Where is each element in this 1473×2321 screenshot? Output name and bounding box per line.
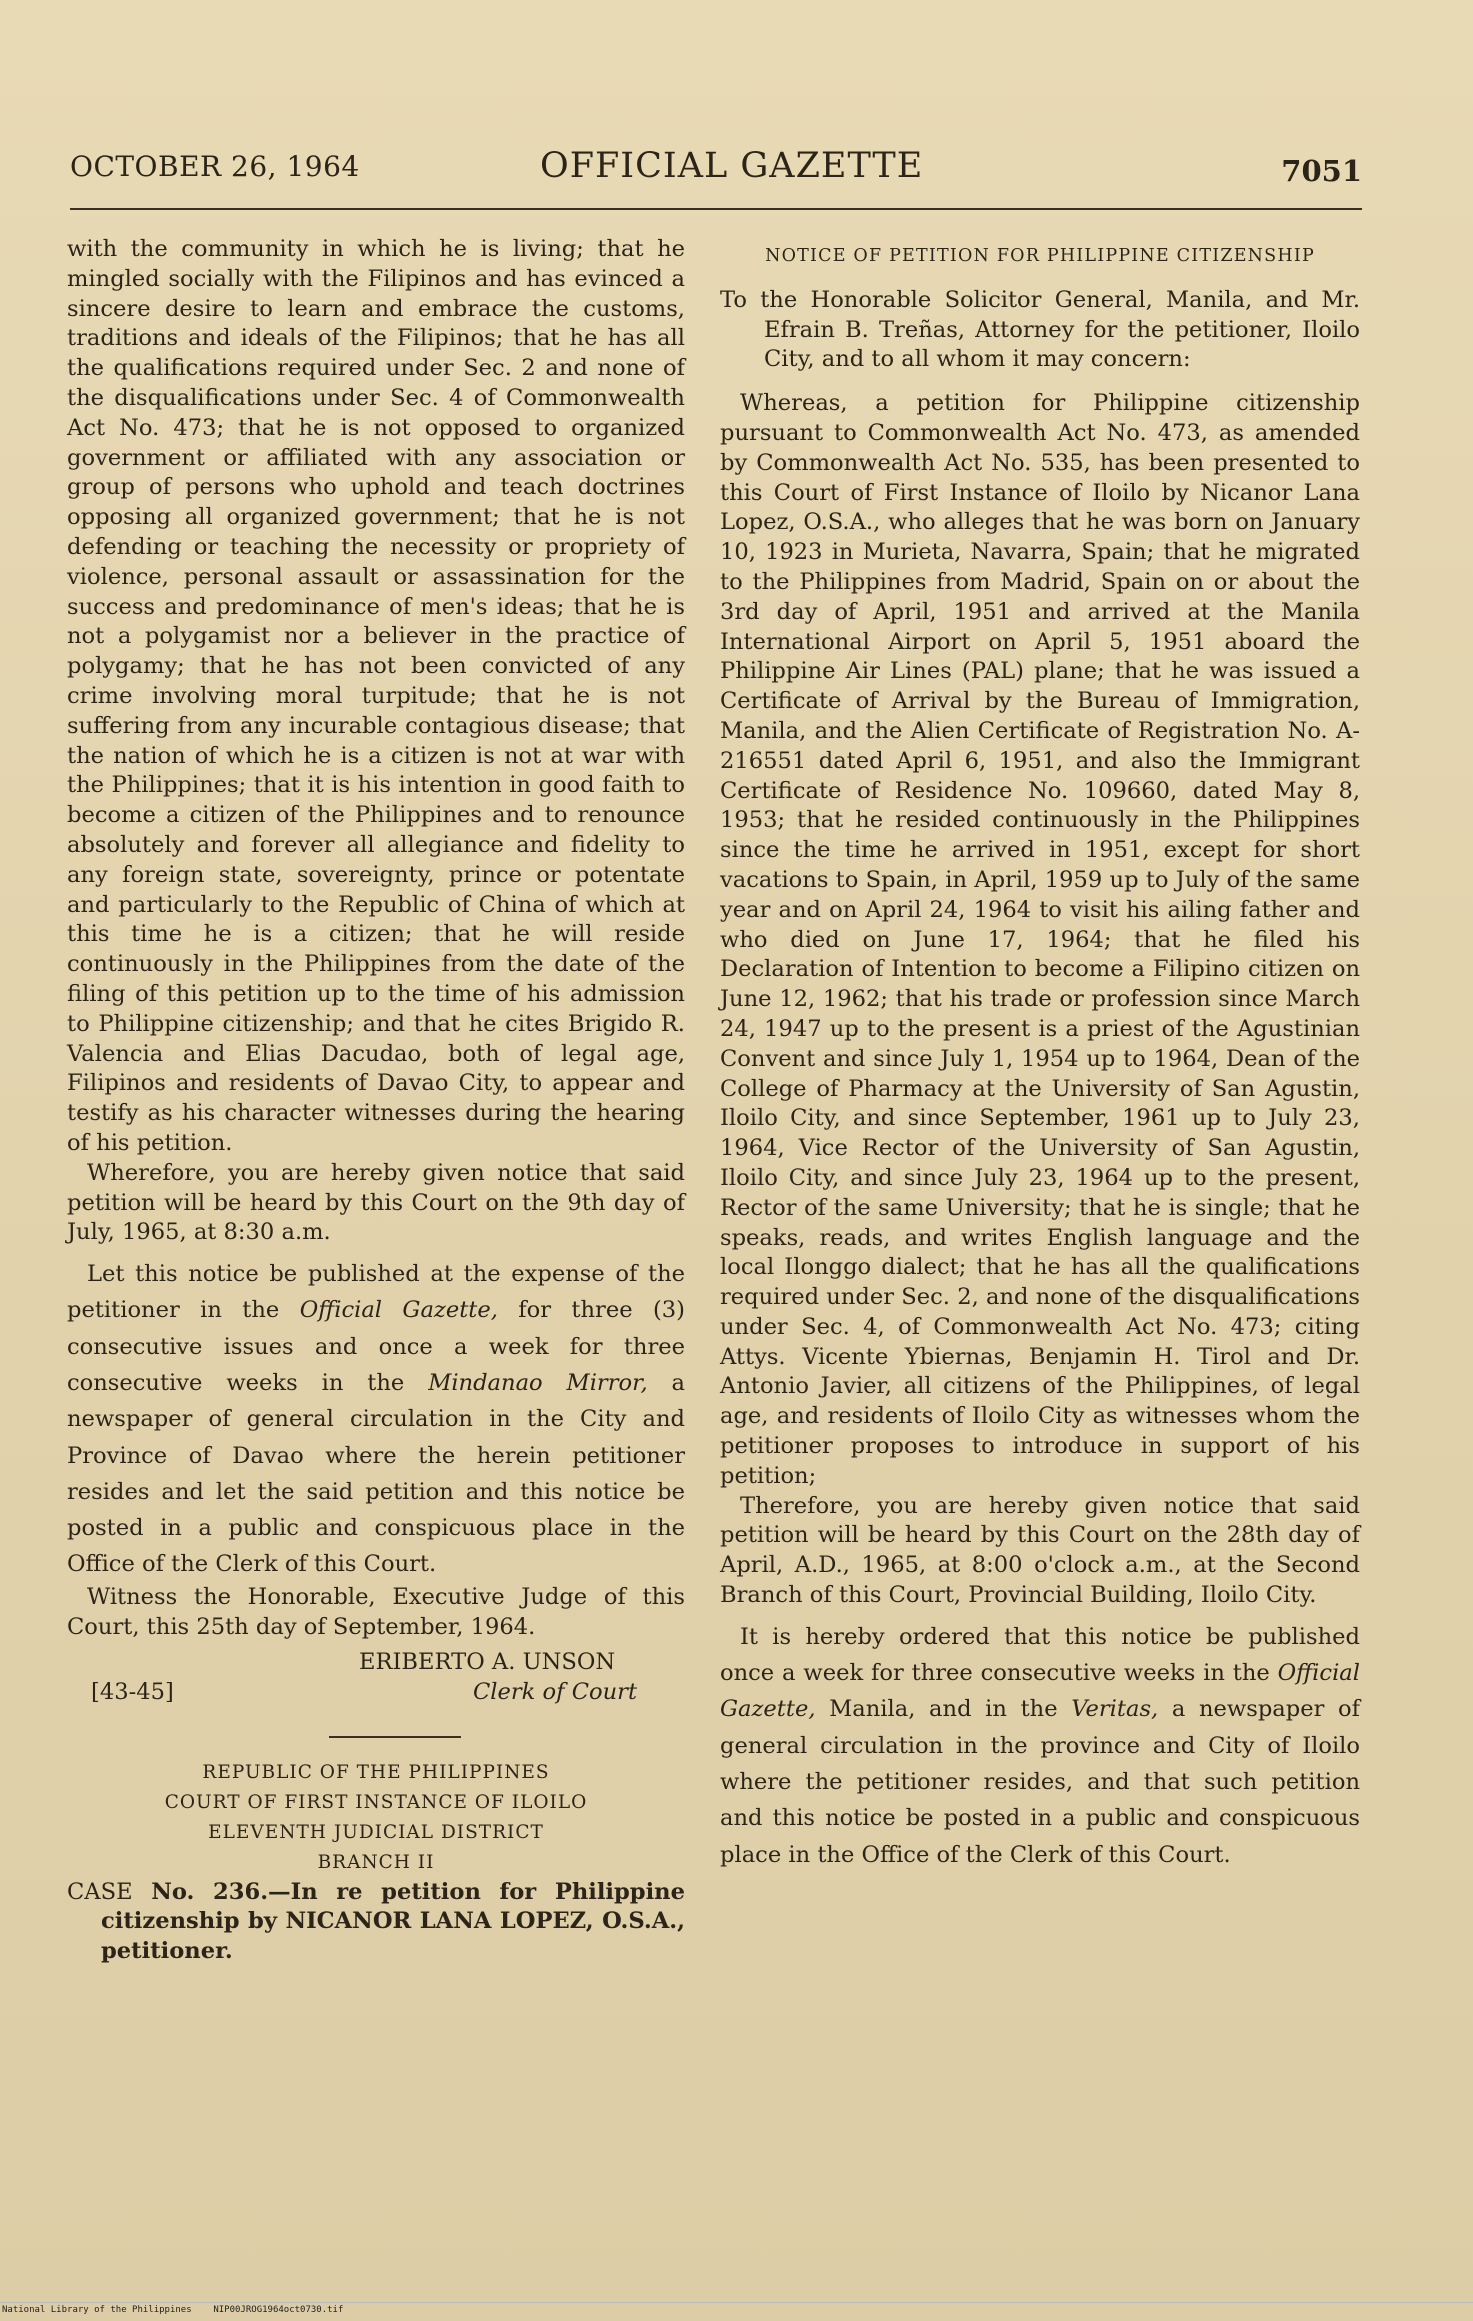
footer-filename: NIP00JROG1964oct0730.tif [213,2305,344,2315]
right-column [720,242,1360,1873]
footer-rule [0,2302,1473,2303]
section-divider [329,1736,461,1738]
case-text-b: O.S.A., petitioner. [101,1908,685,1965]
header-rule [70,208,1362,210]
left-paragraph-continued: with the community in which he is living; that he mingled socially with the Filipinos and has evinced a sincere desire to learn and embrace the customs, traditions and ideals of the Filipinos; that he has all the qualifications required under Sec. 2 and none of the disqualifications under Sec. 4 of Commonwealth Act No. 473; that he is not opposed to organized government or affiliated with any association or group of persons who uphold and teach doctrines opposing all organized government; that he is not defending or teaching the necessity or propriety of violence, personal assault or assassination for the success and predominance of men's ideas; that he is not a polygamist nor a believer in the practice of polygamy; that he has not been convicted of any crime involving moral turpitude; that he is not suffering from any incurable contagious disease; that the nation of which he is a citizen is not at war with the Philippines; that it is his intention in good faith to become a citizen of the Philippines and to renounce absolutely and forever all allegiance and fidelity to any foreign state, sovereignty, prince or potentate and particularly to the Republic of China of which at this time he is a citizen; that he will reside continuously in the Philippines from the date of the filing of this petition up to the time of his admission to Philippine citizenship; and that he cites Brigido R. Valencia and Elias Dacudao, both of legal age, Filipinos and residents of Davao City, to appear and testify as his character witnesses during the hearing of his petition. [67,236,685,1156]
left-paragraph-witness: Witness the Honorable, Executive Judge of this Court, this 25th day of September, 1964. [67,1583,685,1640]
publication-gazette: Official Gazette, [720,1660,1360,1723]
footer-library: National Library of the Philippines [2,2305,192,2315]
notice-address: To the Honorable Solicitor General, Manila, and Mr. Efrain B. Treñas, Attorney for the petitioner, Iloilo City, and to all whom it may concern: [720,286,1360,373]
notice-heading: NOTICE OF PETITION FOR PHILIPPINE CITIZENSHIP [765,246,1315,266]
case-label: CASE [67,1878,133,1905]
publication-text-c: a newspaper of general circulation in the province and City of Iloilo where the petitioner resides, and that such petition and this notice be posted in a public and conspicuous place in the Office of the Clerk of this Court. [720,1696,1361,1868]
publication-text-a: It is hereby ordered that this notice be published once a week for three consecutive weeks in the [720,1623,1360,1687]
court-line: REPUBLIC OF THE PHILIPPINES [202,1762,550,1784]
publication-text-c: a newspaper of general circulation in the City and Province of Davao where the herein petitioner resides and let the said petition and this notice be posted in a public and conspicuous place in the Office of the Clerk of this Court. [67,1369,685,1578]
left-paragraph-wherefore: Wherefore, you are hereby given notice that said petition will be heard by this Court on the 9th day of July, 1965, at 8:30 a.m. [67,1159,685,1246]
case-caption [67,1878,685,1967]
signature-block [67,1648,685,1714]
page-header [70,146,1362,200]
signer-title: Clerk of Court [473,1679,638,1706]
header-title: OFFICIAL GAZETTE [540,146,924,186]
publication-gazette: Official Gazette, [299,1297,498,1324]
right-paragraph-whereas: Whereas, a petition for Philippine citizenship pursuant to Commonwealth Act No. 473, as amended by Commonwealth Act No. 535, has been presented to this Court of First Instance of Iloilo by Nicanor Lana Lopez, O.S.A., who alleges that he was born on January 10, 1923 in Murieta, Navarra, Spain; that he migrated to the Philippines from Madrid, Spain on or about the 3rd day of April, 1951 and arrived at the Manila International Airport on April 5, 1951 aboard the Philippine Air Lines (PAL) plane; that he was issued a Certificate of Arrival by the Bureau of Immigration, Manila, and the Alien Certificate of Registration No. A-216551 dated April 6, 1951, and also the Immigrant Certificate of Residence No. 109660, dated May 8, 1953; that he resided continuously in the Philippines since the time he arrived in 1951, except for short vacations to Spain, in April, 1959 up to July of the same year and on April 24, 1964 to visit his ailing father and who died on June 17, 1964; that he filed his Declaration of Intention to become a Filipino citizen on June 12, 1962; that his trade or profession since March 24, 1947 up to the present is a priest of the Agustinian Convent and since July 1, 1954 up to 1964, Dean of the College of Pharmacy at the University of San Agustin, Iloilo City, and since September, 1961 up to July 23, 1964, Vice Rector of the University of San Agustin, Iloilo City, and since July 23, 1964 up to the present, Rector of the same University; that he is single; that he speaks, reads, and writes English language and the local Ilonggo dialect; that he has all the qualifications required under Sec. 2, and none of the disqualifications under Sec. 4, of Commonwealth Act No. 473; citing Attys. Vicente Ybiernas, Benjamin H. Tirol and Dr. Antonio Javier, all citizens of the Philippines, of legal age, and residents of Iloilo City as witnesses whom the petitioner proposes to introduce in support of his petition; [720,390,1360,1489]
right-paragraph-publication [720,1619,1360,1873]
signer-name: ERIBERTO A. UNSON [359,1649,616,1676]
publication-text-b: Manila, and in the [815,1696,1072,1723]
court-line: ELEVENTH JUDICIAL DISTRICT [208,1821,544,1843]
case-text-a: No. 236.—In re petition for Philippine citizenship by [101,1878,685,1935]
page-number: 7051 [1281,154,1362,188]
left-paragraph-publication [67,1256,685,1583]
left-column [67,235,685,1967]
court-line: COURT OF FIRST INSTANCE OF ILOILO [164,1792,588,1814]
publication-mirror: Mindanao Mirror, [428,1369,648,1396]
court-heading [67,1758,685,1877]
scan-footer [2,2304,343,2316]
court-line: BRANCH II [317,1851,435,1873]
publication-veritas: Veritas, [1071,1696,1159,1723]
header-date: OCTOBER 26, 1964 [70,150,360,183]
publication-text-a: Let this notice be published at the expense of the petitioner in the [67,1261,685,1324]
right-paragraph-therefore: Therefore, you are hereby given notice that said petition will be heard by this Court on the 28th day of April, A.D., 1965, at 8:00 o'clock a.m., at the Second Branch of this Court, Provincial Building, Iloilo City. [720,1492,1360,1609]
notice-reference: [43-45] [91,1679,174,1706]
case-petitioner-name: NICANOR LANA LOPEZ, [285,1908,594,1935]
publication-text-b: for three (3) consecutive issues and once a week for three consecutive weeks in the [67,1297,685,1396]
